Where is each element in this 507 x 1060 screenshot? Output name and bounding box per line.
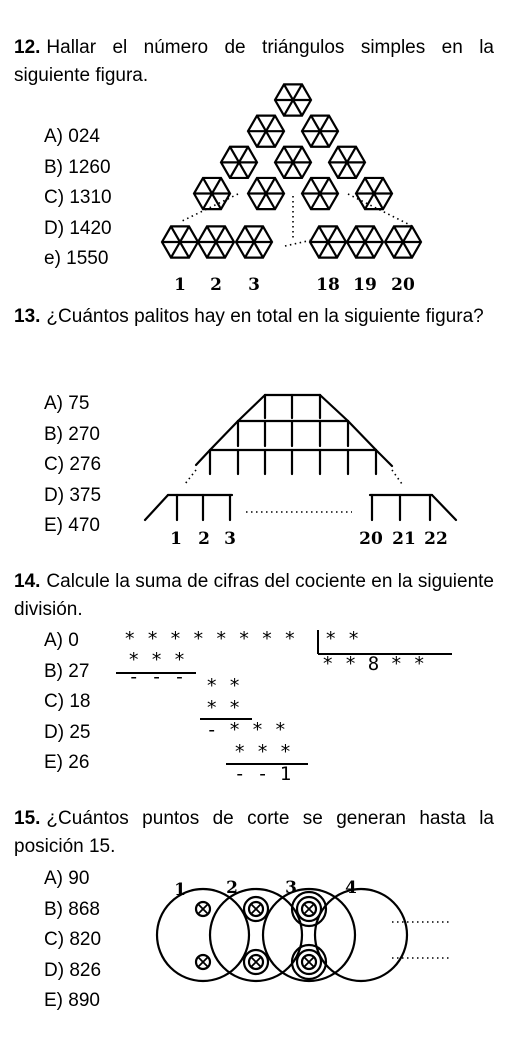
option-c[interactable]: C) 820 [44, 929, 102, 950]
option-d[interactable]: D) 25 [44, 721, 91, 743]
figure-label-3: 3 [248, 275, 260, 295]
partial-product-1: * * * [128, 649, 186, 671]
option-e[interactable]: E) 890 [44, 990, 100, 1011]
option-a[interactable]: A) 0 [44, 630, 79, 651]
figure-label-4: 4 [345, 878, 357, 898]
remainder-1: - - - [128, 666, 186, 688]
option-b[interactable]: B) 1260 [44, 156, 111, 178]
option-d[interactable]: D) 826 [44, 959, 102, 981]
figure-label-22: 22 [424, 529, 448, 549]
remainder-3: - - 1 [234, 763, 292, 785]
option-c[interactable]: C) 276 [44, 454, 102, 475]
option-e[interactable]: E) 470 [44, 515, 100, 536]
figure-label-1: 1 [170, 529, 182, 549]
figure-label-21: 21 [392, 529, 416, 549]
figure-label-2: 2 [210, 275, 222, 295]
figure-label-20: 20 [359, 529, 383, 549]
option-c[interactable]: C) 18 [44, 691, 91, 712]
remainder-2: - * * * [206, 719, 287, 741]
option-c[interactable]: C) 1310 [44, 187, 112, 208]
figure-label-1: 1 [174, 275, 186, 295]
figure-label-3: 3 [285, 878, 297, 898]
option-d[interactable]: D) 1420 [44, 217, 112, 239]
question-number: 15. [14, 808, 41, 829]
quotient: * * 8 * * [322, 653, 425, 675]
option-d[interactable]: D) 375 [44, 484, 102, 506]
figure-label-19: 19 [353, 275, 377, 295]
question-14-text: 14. Calcule la suma de cifras del cociente en la siguiente división. [14, 571, 494, 620]
option-b[interactable]: B) 27 [44, 660, 90, 682]
option-a[interactable]: A) 90 [44, 868, 90, 889]
option-b[interactable]: B) 270 [44, 423, 100, 445]
figure-label-3: 3 [224, 529, 236, 549]
option-e[interactable]: E) 26 [44, 752, 90, 773]
figure-label-18: 18 [316, 275, 340, 295]
question-15-text: 15. ¿Cuántos puntos de corte se generan hasta la posición 15. [14, 808, 494, 857]
figure-label-2: 2 [198, 529, 210, 549]
dividend: * * * * * * * * [124, 628, 296, 650]
option-a[interactable]: A) 75 [44, 393, 90, 414]
brought-down-1: * * [206, 675, 241, 697]
question-number: 14. [14, 571, 41, 592]
question-number: 12. [14, 37, 41, 58]
partial-product-2: * * [206, 697, 241, 719]
figure-label-1: 1 [174, 880, 186, 900]
question-13-text: 13. ¿Cuántos palitos hay en total en la siguiente figura? [14, 306, 484, 327]
question-number: 13. [14, 306, 41, 327]
figure-label-2: 2 [226, 878, 238, 898]
option-e[interactable]: e) 1550 [44, 248, 109, 269]
option-a[interactable]: A) 024 [44, 126, 100, 147]
divisor: * * [325, 628, 360, 650]
figure-label-20: 20 [391, 275, 415, 295]
option-b[interactable]: B) 868 [44, 898, 100, 920]
partial-product-3: * * * [234, 741, 292, 763]
question-12-text: 12. Hallar el número de triángulos simples en la siguiente figura. [14, 37, 494, 86]
